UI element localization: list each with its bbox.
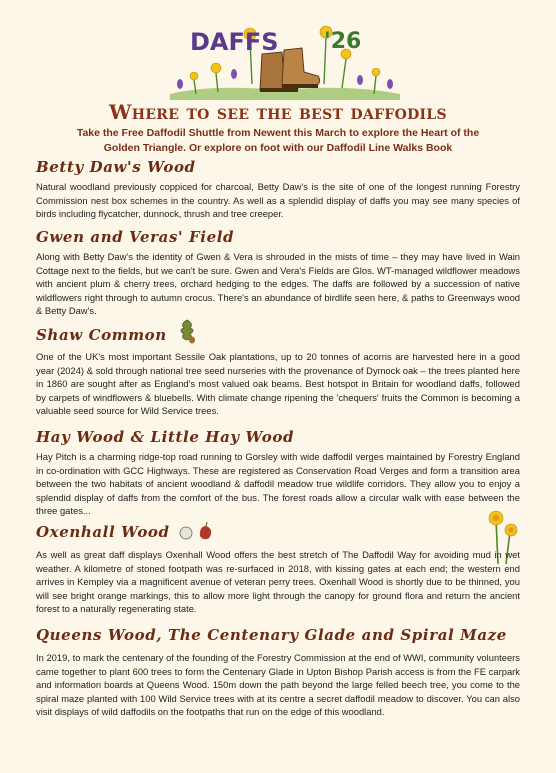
section-text-oxenhall-wood: As well as great daff displays Oxenhall Wood offers the best stretch of The Daffodil Way for avoiding mud in wet weather. A kilometre of stoned footpath was re-surfaced in 2018, with kissing gates at each end; the western end arrives in Kempley via a magnificent avenue of veteran perry trees. Oxenhall Wood is shortly due to be thinned, you will see bright orange markings, this to allow more light through the canopy for ground flora and return the ancient forest to a naturally regenerating state. bbox=[36, 549, 520, 615]
page-title: Where to see the best daffodils bbox=[109, 100, 447, 124]
section-text-hay-wood: Hay Pitch is a charming ridge-top road running to Gorsley with wide daffodil verges maintained by Forestry England in co-ordination with GCC Highways. These are registered as Conservation Road Verges and form a transition area between the two habitats of ancient woodland & daffodil meadow true wildlife corridors. They allow you to enjoy a splendid display of daffs from the comfort of the bus. The forest roads allow a circular walk with ease between the three gates... bbox=[36, 451, 520, 517]
section-text-gwen-veras: Along with Betty Daw's the identity of Gwen & Vera is shrouded in the mists of time – they may have lived in Wain Cottage next to the fields, but we can't be sure. Gwen and Vera's Fields are Glos. WT-managed wildflower meadows with ancient plum & cherry trees, orchard hedging to the edges. The daffs are followed by a succession of native wildflowers right through to autumn crocus. There's an abundance of birdlife seen here, & paths to Greenways wood & Betty Daw's. bbox=[36, 251, 520, 317]
section-title-hay-wood: Hay Wood & Little Hay Wood bbox=[36, 428, 295, 446]
section-text-shaw-common: One of the UK's most important Sessile Oak plantations, up to 20 tonnes of acorns are harvested here in a good year (2024) & sold through national tree seed nurseries with the provenance of Dymock oak – the trees planted here in 1860 are sought after as England's most valued oak beams. Best hotspot in Britain for woodland daffs, followed by carpets of windflowers & bluebells. With climate change ripening the 'chequers' fruits the Common is becoming a valuable seed source for Wild Service trees. bbox=[36, 351, 520, 417]
section-text-betty-daws: Natural woodland previously coppiced for charcoal, Betty Daw's is the site of one of the longest running Forestry Commission nest box schemes in the country. As well as a splendid display of daffs you may see many species of birds including flycatcher, dunnock, thrush and tree creeper. bbox=[36, 181, 520, 220]
page-subtitle: Take the Free Daffodil Shuttle from Newent this March to explore the Heart of the Golden Triangle. Or explore on foot with our Daffodil Line Walks Book bbox=[76, 127, 480, 154]
svg-text:DAFFS: DAFFS bbox=[190, 28, 279, 56]
oak-leaf-icon bbox=[176, 318, 198, 344]
section-title-oxenhall-wood: Oxenhall Wood bbox=[36, 523, 170, 541]
section-title-betty-daws: Betty Daw's Wood bbox=[36, 158, 196, 176]
perry-pear-icon bbox=[176, 520, 220, 542]
section-title-shaw-common: Shaw Common bbox=[36, 326, 167, 344]
svg-text:'26: '26 bbox=[324, 29, 362, 54]
section-title-gwen-veras: Gwen and Veras' Field bbox=[36, 228, 235, 246]
daffs-logo bbox=[150, 14, 410, 104]
section-text-queens-wood: In 2019, to mark the centenary of the founding of the Forestry Commission at the end of WWI, community volunteers came together to plant 600 trees to form the Centenary Glade in Upton Bishop Parish access is from the FE carpark and information boards at Queens Wood. 150m down the path beyond the large felled beech tree, you come to the spiral maze planted with 100 Wild Service trees with at its centre a secret daffodil meadow to discover. You can also visit displays of wild daffodils on the footpaths that run on the edge of this woodland. bbox=[36, 652, 520, 718]
section-title-queens-wood: Queens Wood, The Centenary Glade and Spiral Maze bbox=[36, 626, 507, 644]
